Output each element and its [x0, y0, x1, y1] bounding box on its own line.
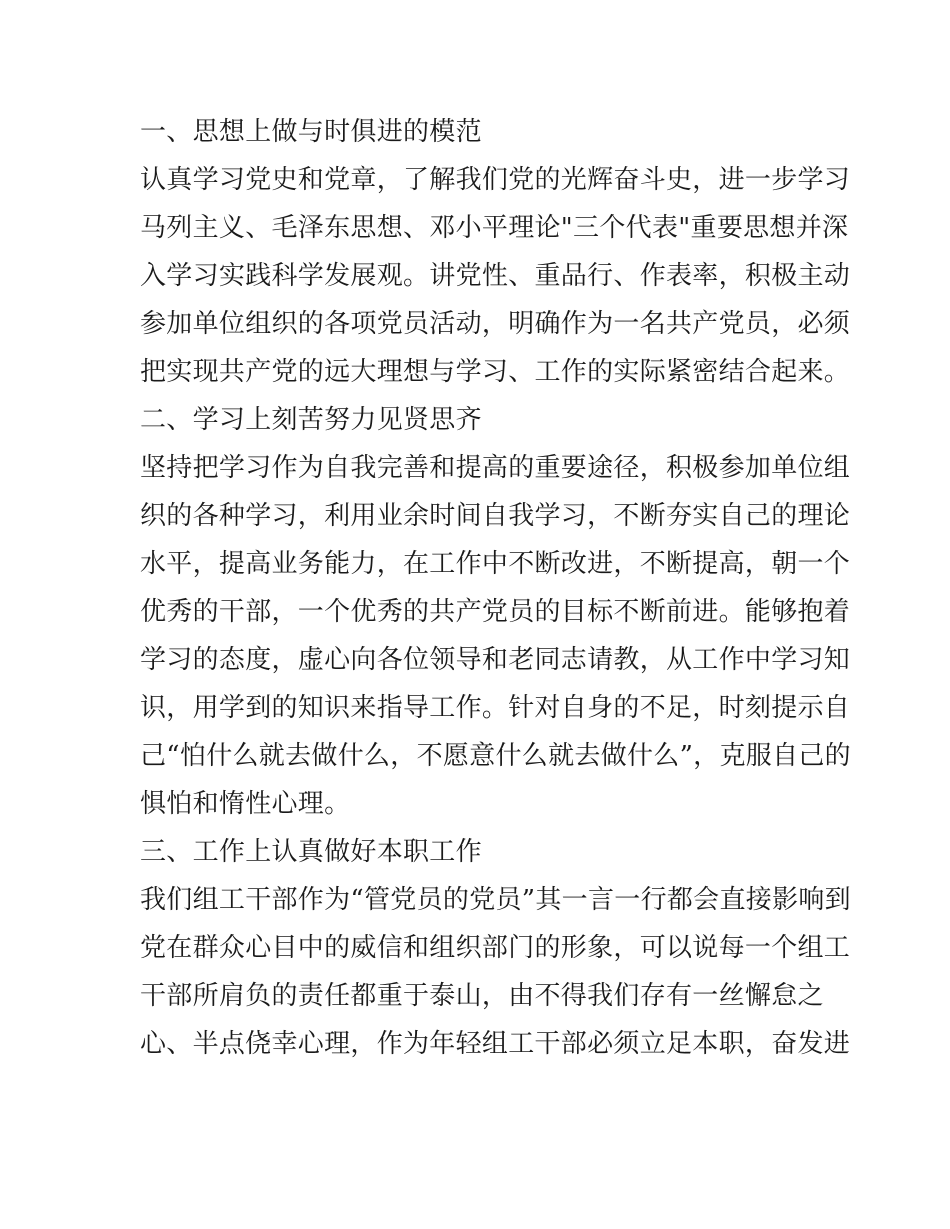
paragraph-line: 惧怕和惰性心理。	[140, 789, 351, 819]
section-heading-2: 二、学习上刻苦努力见贤思齐	[140, 405, 482, 435]
paragraph-line: 参加单位组织的各项党员活动，明确作为一名共产党员，必须	[140, 309, 851, 339]
paragraph-line: 水平，提高业务能力，在工作中不断改进，不断提高，朝一个	[140, 549, 851, 579]
paragraph-line: 党在群众心目中的威信和组织部门的形象，可以说每一个组工	[140, 933, 851, 963]
paragraph-line: 把实现共产党的远大理想与学习、工作的实际紧密结合起来。	[140, 357, 851, 387]
paragraph-line: 识，用学到的知识来指导工作。针对自身的不足，时刻提示自	[140, 693, 851, 723]
paragraph-line: 优秀的干部，一个优秀的共产党员的目标不断前进。能够抱着	[140, 597, 851, 627]
section-heading-1: 一、思想上做与时俱进的模范	[140, 117, 482, 147]
paragraph-line: 织的各种学习，利用业余时间自我学习，不断夯实自己的理论	[140, 501, 851, 531]
paragraph-line: 认真学习党史和党章，了解我们党的光辉奋斗史，进一步学习	[140, 165, 851, 195]
paragraph-line: 心、半点侥幸心理，作为年轻组工干部必须立足本职，奋发进	[140, 1029, 851, 1059]
section-heading-3: 三、工作上认真做好本职工作	[140, 837, 482, 867]
paragraph-line: 己“怕什么就去做什么，不愿意什么就去做什么”，克服自己的	[140, 741, 851, 771]
paragraph-line: 学习的态度，虚心向各位领导和老同志请教，从工作中学习知	[140, 645, 851, 675]
paragraph-line: 我们组工干部作为“管党员的党员”其一言一行都会直接影响到	[140, 885, 851, 915]
paragraph-line: 坚持把学习作为自我完善和提高的重要途径，积极参加单位组	[140, 453, 851, 483]
paragraph-line: 马列主义、毛泽东思想、邓小平理论"三个代表"重要思想并深	[140, 213, 849, 243]
document-body	[140, 108, 851, 1068]
paragraph-line: 干部所肩负的责任都重于泰山，由不得我们存有一丝懈怠之	[140, 981, 824, 1011]
paragraph-line: 入学习实践科学发展观。讲党性、重品行、作表率，积极主动	[140, 261, 851, 291]
